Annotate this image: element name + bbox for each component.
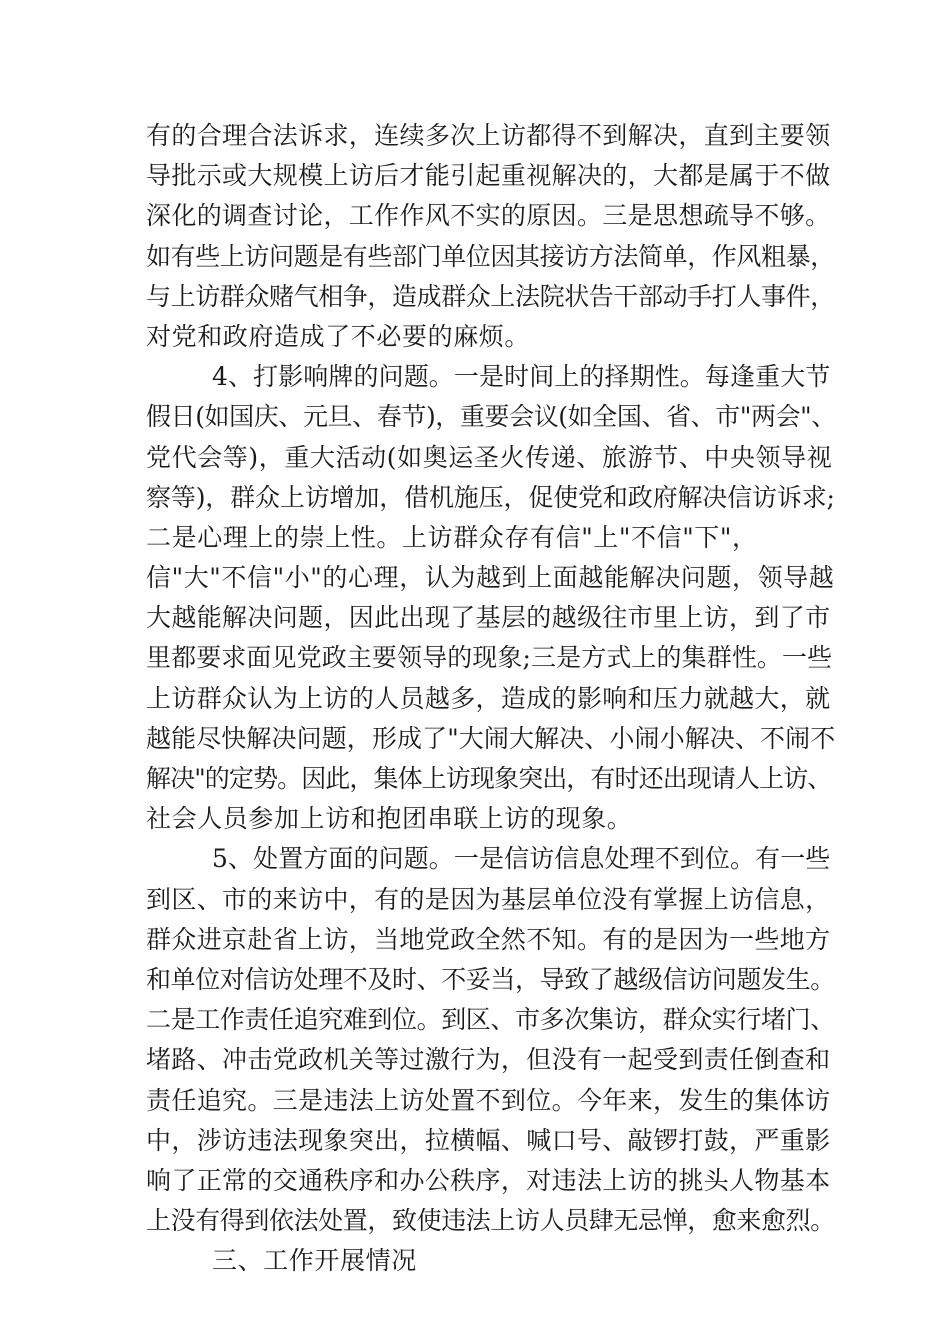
- paragraph-first-line: 三、工作开展情况: [212, 1246, 417, 1276]
- text-line: 里都要求面见党政主要领导的现象;三是方式上的集群性。一些: [146, 643, 833, 673]
- text-line: 信"大"不信"小"的心理，认为越到上面越能解决问题，领导越: [146, 563, 835, 593]
- text-line: 堵路、冲击党政机关等过激行为，但没有一起受到责任倒查和: [146, 1045, 831, 1075]
- text-line: 党代会等)，重大活动(如奥运圣火传递、旅游节、中央领导视: [146, 442, 833, 472]
- text-line: 假日(如国庆、元旦、春节)，重要会议(如全国、省、市"两会"、: [146, 402, 836, 432]
- text-line: 有的合理合法诉求，连续多次上访都得不到解决，直到主要领: [146, 121, 831, 150]
- text-line: 群众进京赴省上访，当地党政全然不知。有的是因为一些地方: [146, 924, 831, 954]
- text-line: 导批示或大规模上访后才能引起重视解决的，大都是属于不做: [146, 161, 831, 191]
- text-line: 二是工作责任追究难到位。到区、市多次集访，群众实行堵门、: [146, 1005, 835, 1035]
- text-line: 与上访群众赌气相争，造成群众上法院状告干部动手打人事件，: [146, 281, 835, 311]
- text-line: 如有些上访问题是有些部门单位因其接访方法简单，作风粗暴，: [146, 241, 835, 271]
- text-line: 和单位对信访处理不及时、不妥当，导致了越级信访问题发生。: [146, 964, 835, 994]
- text-line: 责任追究。三是违法上访处置不到位。今年来，发生的集体访: [146, 1085, 831, 1115]
- text-line: 解决"的定势。因此，集体上访现象突出，有时还出现请人上访、: [146, 764, 832, 793]
- text-line: 对党和政府造成了不必要的麻烦。: [146, 321, 531, 351]
- paragraph-first-line: 4、打影响牌的问题。一是时间上的择期性。每逢重大节: [212, 362, 831, 392]
- text-line: 中，涉访违法现象突出，拉横幅、喊口号、敲锣打鼓，严重影: [146, 1125, 831, 1155]
- document-body: [146, 116, 836, 1281]
- text-line: 上没有得到依法处置，致使违法上访人员肆无忌惮，愈来愈烈。: [146, 1206, 835, 1236]
- paragraph-first-line: 5、处置方面的问题。一是信访信息处理不到位。有一些: [212, 844, 831, 874]
- text-line: 上访群众认为上访的人员越多，造成的影响和压力就越大，就: [146, 683, 831, 713]
- text-line: 察等)，群众上访增加，借机施压，促使党和政府解决信访诉求;: [146, 482, 835, 512]
- text-line: 到区、市的来访中，有的是因为基层单位没有掌握上访信息，: [146, 884, 831, 914]
- text-line: 越能尽快解决问题，形成了"大闹大解决、小闹小解决、不闹不: [146, 723, 836, 753]
- text-line: 社会人员参加上访和抱团串联上访的现象。: [146, 804, 633, 834]
- text-line: 深化的调查讨论，工作作风不实的原因。三是思想疏导不够。: [146, 201, 831, 231]
- text-line: 二是心理上的崇上性。上访群众存有信"上"不信"下"，: [146, 522, 758, 552]
- text-line: 响了正常的交通秩序和办公秩序，对违法上访的挑头人物基本: [146, 1165, 831, 1195]
- text-line: 大越能解决问题，因此出现了基层的越级往市里上访，到了市: [146, 603, 831, 633]
